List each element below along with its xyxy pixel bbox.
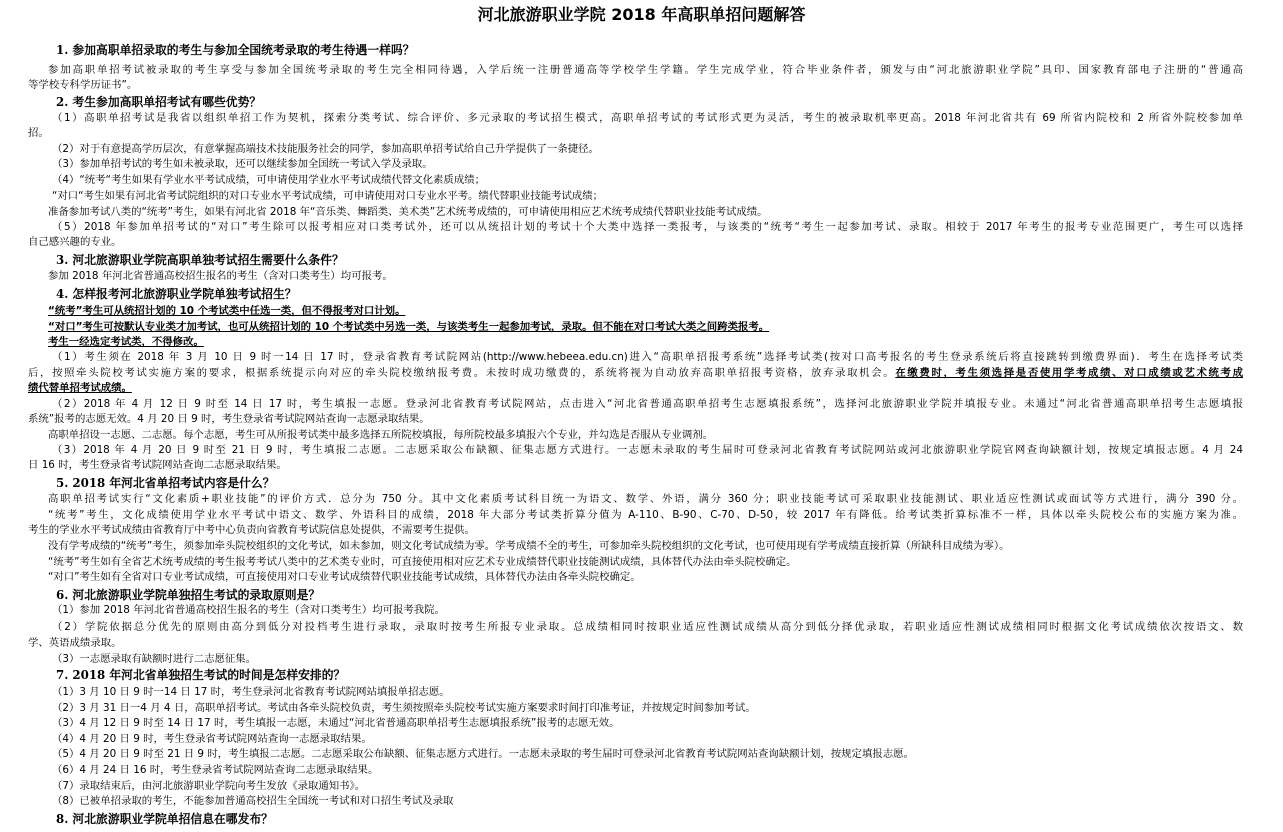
section-heading: 7. 2018 年河北省单独招生考试的时间是怎样安排的？ bbox=[56, 668, 346, 682]
body-line: （1）3 月 10 日 9 时一14 日 17 时，考生登录河北省教育考试院网站填报单招志愿。 bbox=[52, 686, 450, 698]
body-line: （2）学院依据总分优先的原则由高分到低分对投档考生进行录取，录取时按考生所报专业录取。总成绩相同时按职业适应性测试成绩从高分到低分择优录取，若职业适应性测试成绩相同时根据文化考试成绩依次按语文、数 bbox=[52, 621, 1243, 633]
body-line: 考生一经选定考试类，不得修改。 bbox=[48, 336, 204, 348]
body-line: 学、英语成绩录取。 bbox=[28, 637, 122, 649]
section-heading: 2. 考生参加高职单招考试有哪些优势？ bbox=[56, 95, 262, 109]
body-line: “统考”考生，文化成绩使用学业水平考试中语文、数学、外语科目的成绩，2018 年大部分考试类折算分值为 A-110、B-90、C-70、D-50，较 2017 年有降低。给考试类折算标准不一样，具体以牵头院校公布的实施方案为准。 bbox=[48, 509, 1243, 521]
body-line bbox=[28, 366, 1243, 381]
body-line: （7）录取结束后，由河北旅游职业学院向考生发放《录取通知书》。 bbox=[52, 780, 366, 792]
body-line: （6）4 月 24 日 16 时，考生登录省考试院网站查询二志愿录取结果。 bbox=[52, 764, 379, 776]
body-line: （3）参加单招考试的考生如未被录取，还可以继续参加全国统一考试入学及录取。 bbox=[52, 158, 433, 170]
section-heading: 5. 2018 年河北省单招考试内容是什么？ bbox=[56, 476, 275, 490]
body-line: “统考”考生如有全省艺术统考成绩的考生报考考试八类中的艺术类专业时，可直接使用相对应艺术专业成绩替代职业技能测试成绩，具体替代办法由牵头院校确定。 bbox=[48, 556, 797, 568]
body-line: （1）高职单招考试是我省以组织单招工作为契机，探索分类考试、综合评价、多元录取的考试招生模式，高职单招考试的考试形式更为灵活，考生的被录取机率更高。2018 年河北省共有 69 所省内院校和 2 所省外院校参加单 bbox=[52, 112, 1243, 124]
body-line: （2）对于有意提高学历层次，有意掌握高端技术技能服务社会的同学，参加高职单招考试给自己升学提供了一条捷径。 bbox=[52, 143, 599, 155]
body-line: （5）4 月 20 日 9 时至 21 日 9 时，考生填报二志愿。二志愿采取公布缺额、征集志愿方式进行。一志愿未录取的考生届时可登录河北省教育考试院网站查询缺额计划，按规定填报志愿。 bbox=[52, 748, 914, 760]
body-line: 考生的学业水平考试成绩由省教育厅中考中心负责向省教育考试院信息处提供，不需要考生提供。 bbox=[28, 524, 475, 536]
section-heading: 6. 河北旅游职业学院单独招生考试的录取原则是？ bbox=[56, 588, 321, 602]
body-line: 日 16 时，考生登录省考试院网站查询二志愿录取结果。 bbox=[28, 459, 287, 471]
section-heading: 3. 河北旅游职业学院高职单独考试招生需要什么条件？ bbox=[56, 253, 344, 267]
body-line: 高职单招考试实行“文化素质+职业技能”的评价方式．总分为 750 分。其中文化素质考试科目统一为语文、数学、外语，满分 360 分；职业技能考试可采取职业技能测试、职业适应性测试或面试等方式进行，满分 390 分。 bbox=[48, 493, 1243, 505]
body-line: （3）一志愿录取有缺额时进行二志愿征集。 bbox=[52, 653, 257, 665]
body-line: （2）2018 年 4 月 12 日 9 时至 14 日 17 时，考生填报一志愿。登录河北省教育考试院网站，点击进入“河北省普通高职单招考生志愿填报系统”，选择河北旅游职业学院并填报专业。未通过“河北省普通高职单招考生志愿填报 bbox=[52, 398, 1243, 410]
body-line: 招。 bbox=[28, 127, 49, 139]
body-line: 参加高职单招考试被录取的考生享受与参加全国统考录取的考生完全相同待遇，入学后统一注册普通高等学校学生学籍。学生完成学业，符合毕业条件者，颁发与由“河北旅游职业学院”具印、国家教育部电子注册的“普通高 bbox=[48, 64, 1243, 76]
body-line: 自己感兴趣的专业。 bbox=[28, 236, 122, 248]
emphasis-text: 在缴费时，考生须选择是否使用学考成绩、对口成绩或艺术统考成 bbox=[895, 367, 1243, 379]
body-line: 高职单招设一志愿、二志愿。每个志愿，考生可从所报考试类中最多选择五所院校填报，每所院校最多填报六个专业，并勾选是否服从专业调剂。 bbox=[48, 429, 713, 441]
body-line: “对口”考生如有全省对口专业考试成绩，可直接使用对口专业考试成绩替代职业技能考试成绩，具体替代办法由各牵头院校确定。 bbox=[48, 571, 641, 583]
body-line: （2）3 月 31 日一4 月 4 日，高职单招考试。考试由各牵头院校负责，考生须按照牵头院校考试实施方案要求时间打印准考证，并按规定时间参加考试。 bbox=[52, 702, 756, 714]
body-line: （3）2018 年 4 月 20 日 9 时至 21 日 9 时，考生填报二志愿。二志愿采取公布缺额、征集志愿方式进行。一志愿未录取的考生届时可登录河北省教育考试院网站或河北旅游职业学院官网查询缺额计划，按规定填报志愿。4 月 24 bbox=[52, 444, 1243, 456]
body-line: “统考”考生可从统招计划的 10 个考试类中任选一类，但不得报考对口计划。 bbox=[48, 305, 406, 317]
body-line: （8）已被单招录取的考生，不能参加普通高校招生全国统一考试和对口招生考试及录取 bbox=[52, 795, 454, 807]
body-line: 等学校专科学历证书”。 bbox=[28, 79, 138, 91]
body-line: “对口“考生如果有河北省考试院组织的对口专业水平考试成绩，可申请使用对口专业水平考。绩代替职业技能考试成绩； bbox=[52, 190, 604, 202]
body-line: （5）2018 年参加单招考试的“对口”考生除可以报考相应对口类考试外，还可以从统招计划的考试十个大类中选择一类报考，与该类的“统考“考生一起参加考试、录取。相较于 2017 年考生的报考专业范围更广，考生可以选择 bbox=[52, 221, 1243, 233]
body-line: （4）“统考“考生如果有学业水平考试成绩，可申请使用学业水平考试成绩代替文化素质成绩； bbox=[52, 174, 485, 186]
body-line: 没有学考成绩的“统考”考生，须参加牵头院校组织的文化考试，如未参加，则文化考试成绩为零。学考成绩不全的考生，可参加牵头院校组织的文化考试，也可使用现有学考成绩直接折算（所缺科目成绩为零）。 bbox=[48, 540, 1010, 552]
body-line: 准备参加考试八类的“统考”考生，如果有河北省 2018 年“音乐类、舞蹈类、美术类”艺术统考成绩的，可申请使用相应艺术统考成绩代替职业技能考试成绩。 bbox=[48, 206, 768, 218]
body-line: 参加 2018 年河北省普通高校招生报名的考生（含对口类考生）均可报考。 bbox=[48, 270, 393, 282]
body-line: （1）考生须在 2018 年 3 月 10 日 9 时一14 日 17 时，登录省教育考试院网站(http://www.hebeea.edu.cn)进入“高职单招报考系统”选择考试类(按对口高考报名的考生登录系统后将直接跳转到缴费界面)．考生在选择考试类 bbox=[52, 351, 1243, 363]
body-line: 绩代替单招考试成绩。 bbox=[28, 382, 132, 394]
section-heading: 1. 参加高职单招录取的考生与参加全国统考录取的考生待遇一样吗？ bbox=[56, 43, 415, 57]
section-heading: 8. 河北旅游职业学院单招信息在哪发布？ bbox=[56, 812, 273, 826]
body-line: （4）4 月 20 日 9 时，考生登录省考试院网站查询一志愿录取结果。 bbox=[52, 733, 372, 745]
body-line: （1）参加 2018 年河北省普通高校招生报名的考生（含对口类考生）均可报考我院。 bbox=[52, 604, 445, 616]
document-title: 河北旅游职业学院 2018 年高职单招问题解答 bbox=[477, 5, 806, 24]
section-heading: 4. 怎样报考河北旅游职业学院单独考试招生？ bbox=[56, 287, 297, 301]
body-line: “对口”考生可按默认专业类才加考试，也可从统招计划的 10 个考试类中另选一类，与该类考生一起参加考试，录取。但不能在对口考试大类之间跨类报考。 bbox=[48, 321, 770, 333]
body-line: 系统”报考的志愿无效。4 月 20 日 9 时，考生登录省考试院网站查询一志愿录取结果。 bbox=[28, 413, 430, 425]
body-text: 后，按照牵头院校考试实施方案的要求，根据系统提示向对应的牵头院校缴纳报考费。未按时成功缴费的，系统将视为自动放弃高职单招报考资格，放弃录取机会。 bbox=[28, 367, 896, 379]
body-line: （3）4 月 12 日 9 时至 14 日 17 时，考生填报一志愿，未通过“河北省普通高职单招考生志愿填报系统”报考的志愿无效。 bbox=[52, 717, 620, 729]
